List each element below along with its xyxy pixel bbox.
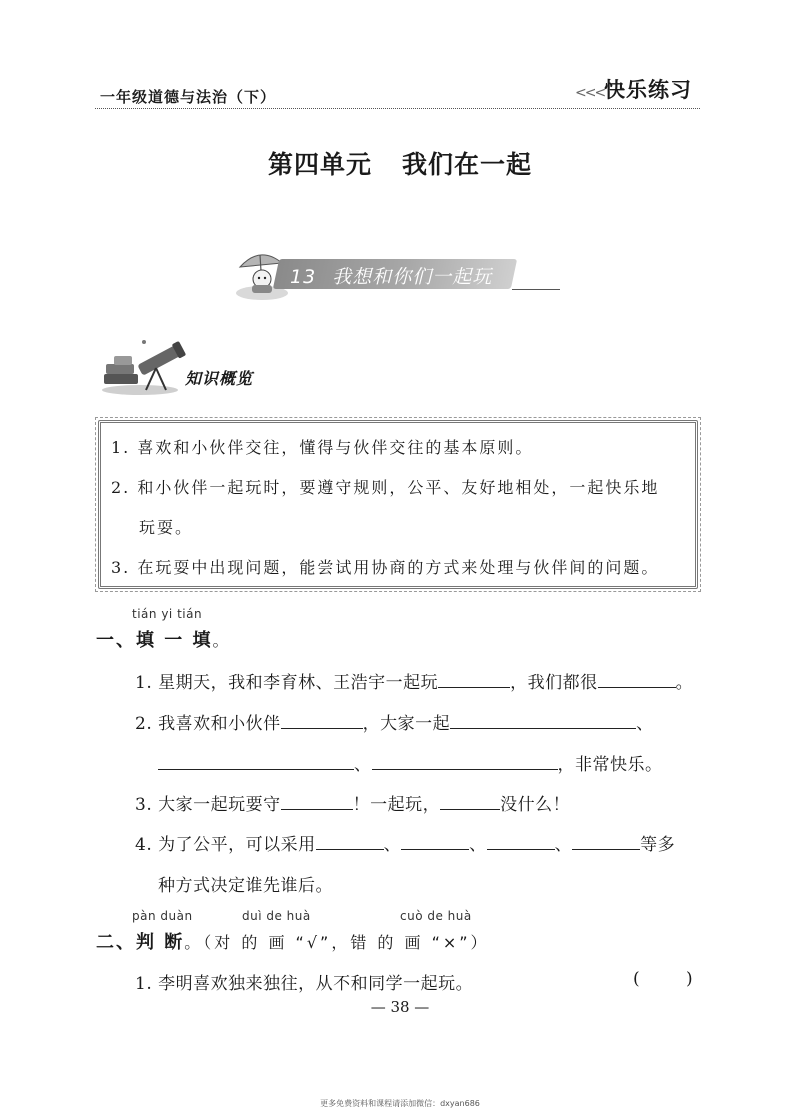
section1-pinyin: tián yi tián — [132, 607, 203, 621]
question-4 — [135, 830, 675, 855]
question-2-continued — [158, 750, 663, 775]
overview-heading — [100, 336, 280, 396]
objective-item-continuation: 玩耍。 — [139, 518, 194, 537]
objective-item: 1. 喜欢和小伙伴交往，懂得与伙伴交往的基本原则。 — [111, 438, 534, 457]
section2-pinyin: pàn duàn — [132, 909, 193, 923]
section1-title — [96, 626, 232, 652]
unit-title — [0, 145, 800, 181]
section1-title-dot: 。 — [212, 631, 232, 650]
question-text: 、 — [636, 714, 654, 734]
question-text: ，我们都很 — [510, 673, 598, 693]
question-4-continued: 种方式决定谁先谁后。 — [158, 876, 333, 896]
question-text: 等多 — [640, 835, 676, 855]
separator: 、 — [554, 835, 573, 855]
section2-instruction: 。（对 的 画 “√”，错 的 画 “×”） — [184, 933, 490, 952]
question-text: ！一起玩， — [352, 795, 441, 815]
question-2 — [135, 709, 654, 734]
question-text: 1. 星期天，我和李育林、王浩宇一起玩 — [135, 673, 439, 693]
question-text: 3. 大家一起玩要守 — [135, 795, 281, 815]
section2-pinyin-correct: duì de huà — [242, 909, 311, 923]
objective-item: 2. 和小伙伴一起玩时，要遵守规则，公平、友好地相处，一起快乐地 — [111, 478, 660, 497]
question-text: 2. 我喜欢和小伙伴 — [135, 714, 281, 734]
answer-blank[interactable] — [440, 791, 500, 810]
page-number: — 38 — — [370, 998, 430, 1016]
header-divider — [95, 108, 700, 109]
book-title: 一年级道德与法治（下） — [100, 88, 277, 106]
telescope-icon — [100, 336, 190, 396]
paren-open: ( — [633, 969, 640, 989]
objective-item: 3. 在玩耍中出现问题，能尝试用协商的方式来处理与伙伴间的问题。 — [111, 558, 660, 577]
answer-blank[interactable] — [316, 831, 384, 850]
lesson-title — [290, 262, 492, 289]
question-text: ，大家一起 — [362, 714, 451, 734]
answer-blank[interactable] — [372, 751, 558, 770]
judge-question-1: 1. 李明喜欢独来独往，从不和同学一起玩。 — [135, 974, 474, 994]
question-text: ，非常快乐。 — [557, 755, 663, 775]
overview-label: 知识概览 — [185, 369, 254, 388]
question-text: 。 — [675, 673, 694, 693]
answer-blank[interactable] — [281, 791, 353, 810]
lesson-number: 13 — [290, 266, 317, 288]
objectives-box — [98, 420, 698, 589]
chevron-left-icon: <<< — [575, 85, 605, 101]
lesson-underline — [512, 289, 560, 290]
answer-paren-field[interactable] — [645, 966, 683, 990]
answer-blank[interactable] — [401, 831, 469, 850]
question-3 — [135, 790, 570, 815]
answer-blank[interactable] — [281, 710, 363, 729]
lesson-name: 我想和你们一起玩 — [332, 266, 493, 288]
section2-title-text: 二、判 断 — [96, 932, 185, 953]
question-text: 没什么！ — [500, 795, 571, 815]
answer-blank[interactable] — [438, 669, 510, 688]
answer-blank[interactable] — [158, 751, 354, 770]
lesson-banner — [232, 245, 562, 305]
paren-close: ) — [686, 969, 693, 989]
separator: 、 — [469, 835, 487, 855]
section1-title-text: 一、填 一 填 — [96, 630, 213, 651]
question-text: 4. 为了公平，可以采用 — [135, 835, 316, 855]
question-text: 、 — [354, 755, 372, 775]
question-1 — [135, 668, 693, 693]
answer-blank[interactable] — [450, 710, 636, 729]
separator: 、 — [383, 835, 402, 855]
footer-note: 更多免费资料和课程请添加微信：dxyan686 — [320, 1099, 480, 1108]
answer-blank[interactable] — [598, 669, 676, 688]
section-label: 快乐练习 — [604, 78, 692, 102]
unit-name: 我们在一起 — [402, 150, 533, 179]
section2-title — [96, 928, 490, 954]
answer-blank[interactable] — [487, 831, 555, 850]
answer-blank[interactable] — [572, 831, 640, 850]
section2-pinyin-wrong: cuò de huà — [400, 909, 472, 923]
unit-number: 第四单元 — [267, 150, 372, 179]
